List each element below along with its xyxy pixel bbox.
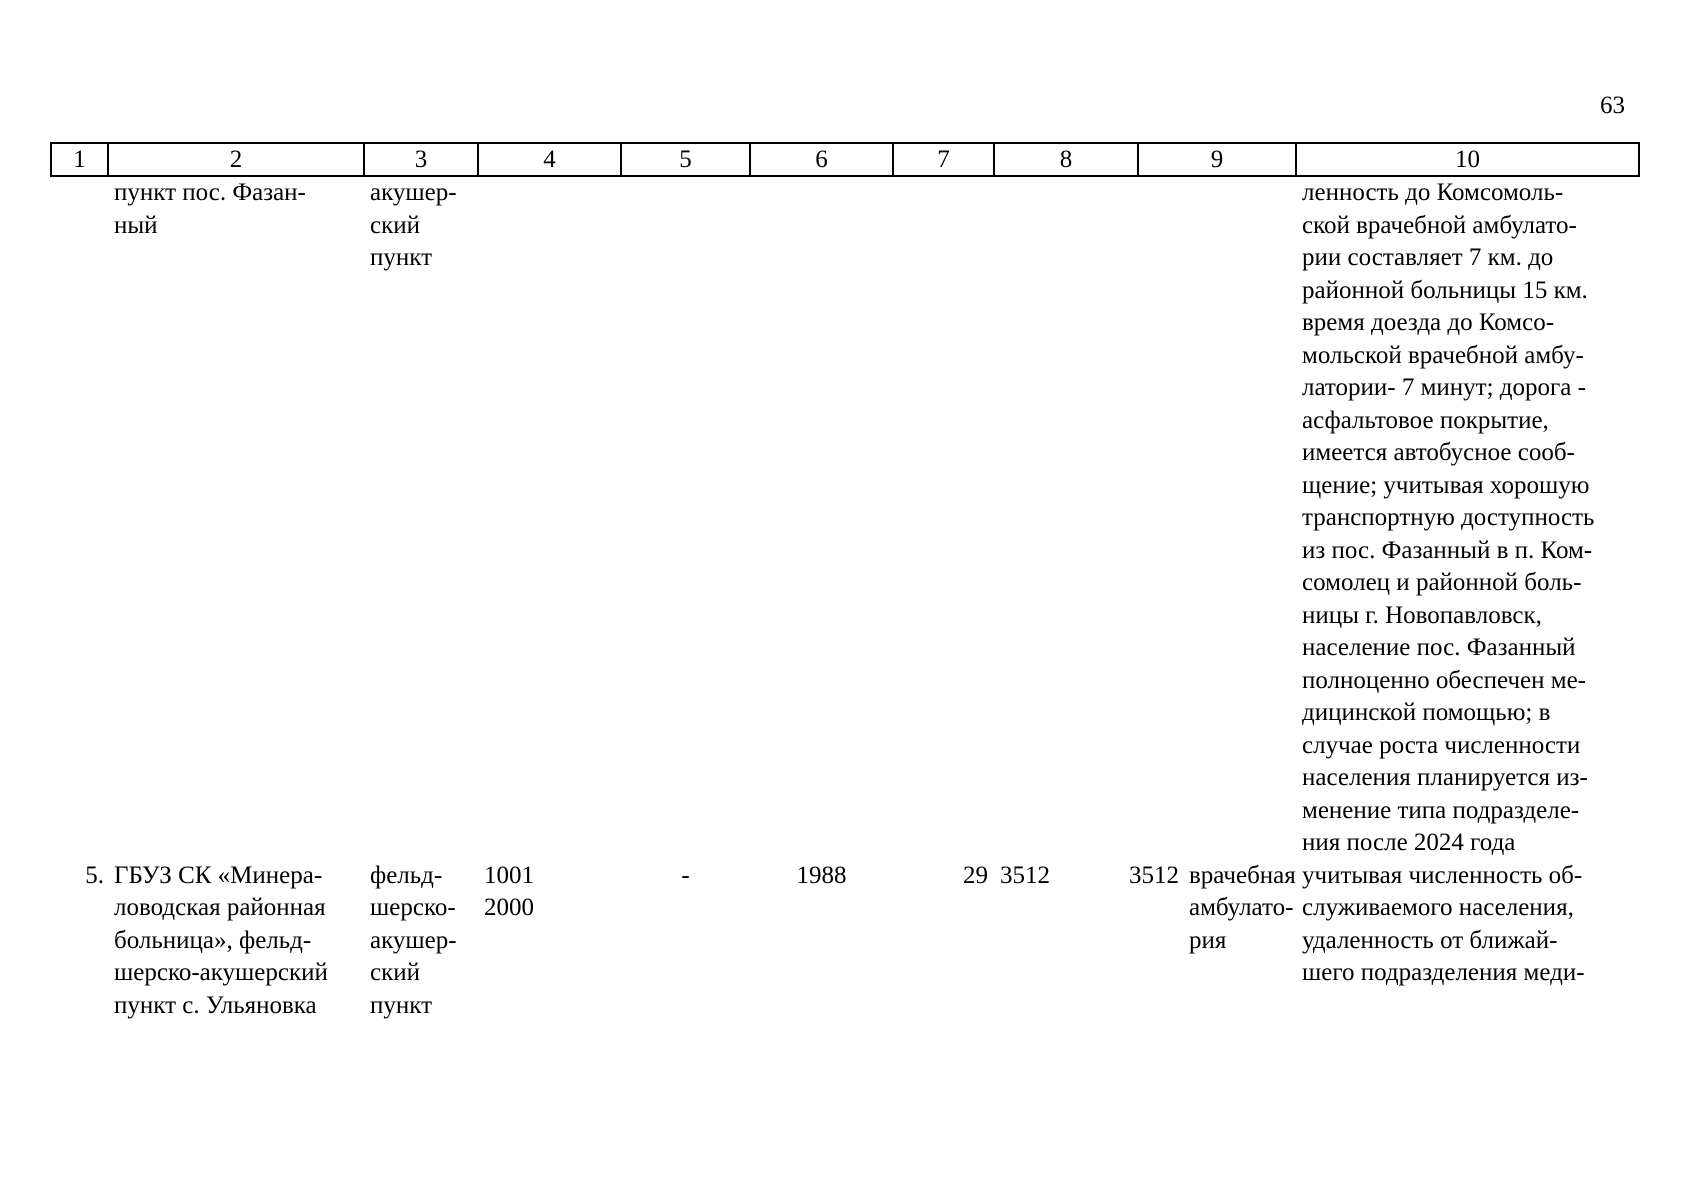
data-table — [50, 142, 1640, 1022]
col8b-value: 3512 — [1129, 861, 1179, 889]
col5-cell — [621, 176, 750, 860]
column-header: 7 — [893, 143, 994, 176]
column-header: 3 — [364, 143, 478, 176]
table-header-row — [51, 143, 1639, 176]
table-row — [51, 176, 1639, 860]
population-range-cell — [478, 176, 621, 860]
facility-name-cell: пункт пос. Фазан- ный — [114, 179, 306, 239]
column-header: 9 — [1138, 143, 1296, 176]
page-number: 63 — [1600, 92, 1625, 119]
col8-9-group — [994, 860, 1296, 1023]
justification-cell: учитывая численность об- служиваемого населения, удаленность от ближай- шего подразделения меди- — [1302, 861, 1585, 986]
population-range-cell: 1001 2000 — [484, 861, 534, 921]
table-row — [51, 860, 1639, 1023]
col7-cell — [893, 176, 994, 860]
facility-type-cell: акушер- ский пункт — [370, 179, 457, 271]
col9-cell — [1138, 176, 1296, 860]
col8-value: 3512 — [1000, 861, 1050, 889]
column-header: 4 — [478, 143, 621, 176]
column-header: 1 — [51, 143, 108, 176]
justification-cell: ленность до Комсомоль- ской врачебной амбулато- рии составляет 7 км. до районной больницы 15 км. время доезда до Комсо- мольской врачебной амбу- латории- 7 минут; дорога - асфальтовое покрытие, имеется автобусное сооб- щение; учитывая хорошую транспортную доступность из пос. Фазанный в п. Ком- сомолец и районной боль- ницы г. Новопавловск, население пос. Фазанный полноценно обеспечен ме- дицинской помощью; в случае роста численности населения планируется из- менение типа подразделе- ния после 2024 года — [1302, 179, 1595, 856]
facility-name-cell: ГБУЗ СК «Минера- ловодская районная больница», фельд- шерско-акушерский пункт с. Ульяновка — [114, 861, 328, 1019]
row-number-cell — [51, 176, 108, 860]
column-header: 10 — [1296, 143, 1639, 176]
facility-type-cell: фельд- шерско- акушер- ский пункт — [370, 861, 457, 1019]
column-header: 5 — [621, 143, 750, 176]
year-cell — [750, 176, 893, 860]
year-cell: 1988 — [796, 861, 847, 889]
col5-cell: - — [681, 861, 690, 889]
col7-cell: 29 — [963, 861, 988, 889]
col8-cell — [994, 176, 1138, 860]
column-header: 6 — [750, 143, 893, 176]
column-header: 8 — [994, 143, 1138, 176]
column-header: 2 — [108, 143, 364, 176]
row-number-cell: 5. — [85, 861, 104, 889]
recommended-type-value: врачебная амбулато- рия — [1189, 861, 1296, 954]
